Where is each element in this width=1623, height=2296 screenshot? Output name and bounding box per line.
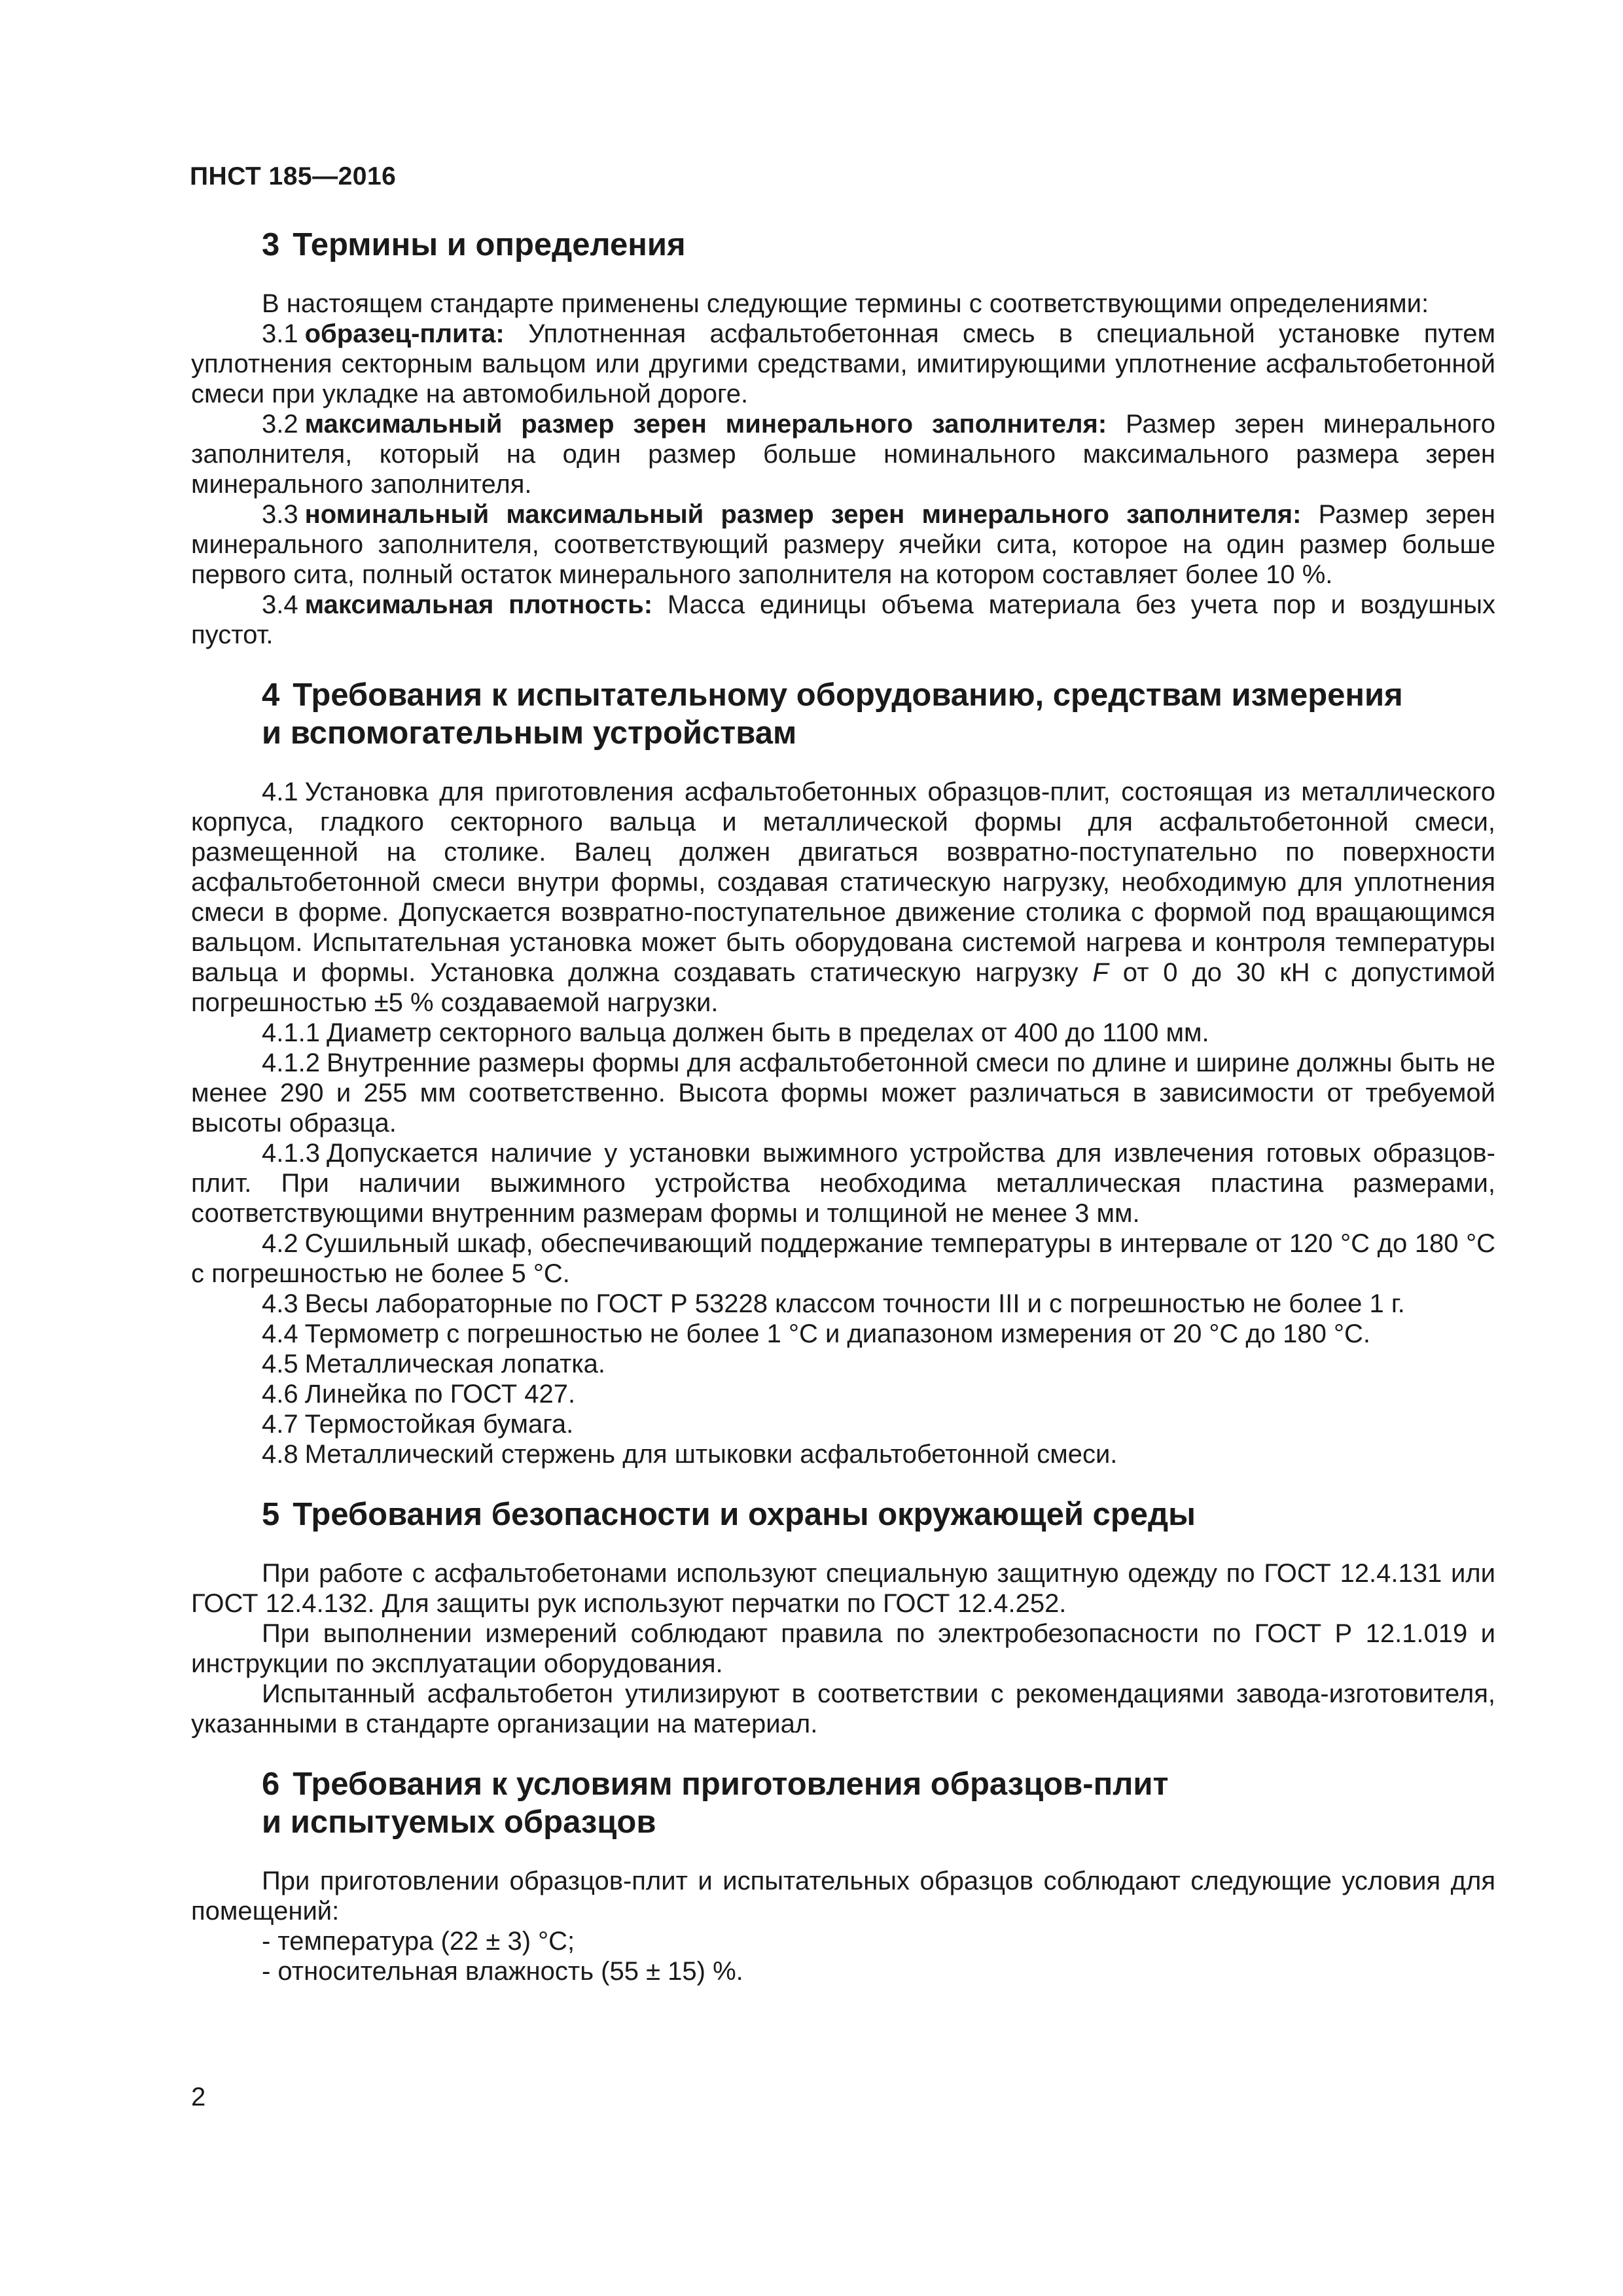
- clause-number: 4.8: [262, 1440, 298, 1469]
- clause-number: 4.5: [262, 1350, 298, 1378]
- paragraph-5-3: [191, 1679, 1495, 1739]
- paragraph-text: В настоящем стандарте применены следующие термины с соответствующими определениями:: [262, 289, 1429, 318]
- definition: Уплотненная асфальтобетонная смесь в специальной установке путем уплотнения секторным вальцом или другими средствами, имитирующими уплотнение асфальтобетонной смеси при укладке на автомобильной дороге.: [191, 319, 1495, 408]
- clause-number: 4.2: [262, 1229, 298, 1258]
- spacer: [191, 650, 1495, 676]
- paragraph-text: Испытанный асфальтобетон утилизируют в соответствии с рекомендациями завода-изготовителя, указанными в стандарте организации на материал.: [191, 1679, 1495, 1738]
- paragraph-4-3: [191, 1289, 1495, 1319]
- paragraph-6-1: [191, 1866, 1495, 1926]
- term: образец-плита:: [304, 319, 505, 348]
- page-number: 2: [191, 2083, 206, 2111]
- paragraph-text: Диаметр секторного вальца должен быть в пределах от 400 до 1100 мм.: [326, 1018, 1209, 1047]
- clause-number: 3.2: [262, 410, 298, 439]
- paragraph-4-7: [191, 1409, 1495, 1439]
- clause-number: 4.4: [262, 1319, 298, 1348]
- section-number: 3: [262, 227, 280, 262]
- paragraph-4-2: [191, 1229, 1495, 1289]
- paragraph-3-2: [191, 409, 1495, 499]
- paragraph-text: Термостойкая бумага.: [304, 1410, 574, 1439]
- spacer: [191, 752, 1495, 777]
- clause-number: 3.4: [262, 590, 298, 619]
- paragraph-3-3: [191, 499, 1495, 590]
- load-symbol: F: [1092, 958, 1109, 987]
- paragraph-4-1: [191, 777, 1495, 1018]
- paragraph-3-1: [191, 319, 1495, 409]
- paragraph-text: При приготовлении образцов-плит и испытательных образцов соблюдают следующие условия для помещений:: [191, 1867, 1495, 1926]
- section-title-text: Требования безопасности и охраны окружающей среды: [293, 1497, 1196, 1532]
- paragraph-text: Допускается наличие у установки выжимного устройства для извлечения готовых образцов-плит. При наличии выжимного устройства необходима металлическая пластина размерами, соответствующими внутренним размерам формы и толщиной не менее 3 мм.: [191, 1139, 1495, 1228]
- section-title-text: Термины и определения: [293, 227, 686, 262]
- spacer: [191, 1534, 1495, 1558]
- paragraph-4-6: [191, 1379, 1495, 1409]
- section-6-title: [191, 1765, 1495, 1841]
- section-3-title: [191, 226, 1495, 264]
- clause-number: 3.1: [262, 319, 298, 348]
- document-code: ПНСТ 185—2016: [190, 162, 397, 190]
- paragraph-3-4: [191, 590, 1495, 650]
- section-title-text-line2: и испытуемых образцов: [262, 1804, 656, 1840]
- paragraph-4-5: [191, 1349, 1495, 1379]
- section-4-title: [191, 676, 1495, 752]
- clause-number: 4.3: [262, 1289, 298, 1318]
- paragraph-text: Сушильный шкаф, обеспечивающий поддержание температуры в интервале от 120 °С до 180 °С с погрешностью не более 5 °С.: [191, 1229, 1495, 1288]
- paragraph-4-1-3: [191, 1138, 1495, 1229]
- definition: Размер зерен минерального заполнителя, соответствующий размеру ячейки сита, которое на один размер больше первого сита, полный остаток минерального заполнителя на котором составляет более 10 %.: [191, 500, 1495, 589]
- section-5-title: [191, 1496, 1495, 1534]
- section-title-text: Требования к условиям приготовления образцов-плит: [293, 1767, 1169, 1802]
- clause-number: 4.7: [262, 1410, 298, 1439]
- definition: Размер зерен минерального заполнителя, который на один размер больше номинального максимального размера зерен минерального заполнителя.: [191, 410, 1495, 499]
- section-title-text-line2: и вспомогательным устройствам: [262, 715, 797, 751]
- spacer: [191, 1739, 1495, 1765]
- paragraph-text: Металлическая лопатка.: [304, 1350, 606, 1378]
- paragraph-text: - относительная влажность (55 ± 15) %.: [262, 1957, 743, 1986]
- definition: Масса единицы объема материала без учета пор и воздушных пустот.: [191, 590, 1496, 649]
- list-item-humidity: [191, 1956, 1495, 1986]
- paragraph-4-4: [191, 1319, 1495, 1349]
- paragraph-text-after: от 0 до 30 кН с допустимой погрешностью ±5 % создаваемой нагрузки.: [191, 958, 1495, 1017]
- paragraph-text: Линейка по ГОСТ 427.: [304, 1380, 576, 1408]
- spacer: [191, 264, 1495, 289]
- clause-number: 4.1.1: [262, 1018, 320, 1047]
- clause-number: 4.1.3: [262, 1139, 320, 1168]
- paragraph-text: Внутренние размеры формы для асфальтобетонной смеси по длине и ширине должны быть не менее 290 и 255 мм соответственно. Высота формы может различаться в зависимости от требуемой высоты образца.: [191, 1049, 1495, 1138]
- paragraph-text: Термометр с погрешностью не более 1 °С и диапазоном измерения от 20 °С до 180 °С.: [304, 1319, 1370, 1348]
- paragraph-text: Установка для приготовления асфальтобетонных образцов-плит, состоящая из металлического корпуса, гладкого секторного вальца и металлической формы для асфальтобетонной смеси, размещенной на столике. Валец должен двигаться возвратно-поступательно по поверхности асфальтобетонной смеси внутри формы, создавая статическую нагрузку, необходимую для уплотнения смеси в форме. Допускается возвратно-поступательное движение столика с формой под вращающимся вальцом. Испытательная установка может быть оборудована системой нагрева и контроля температуры вальца и формы. Установка должна создавать статическую нагрузку: [191, 778, 1495, 987]
- paragraph-text: При работе с асфальтобетонами используют специальную защитную одежду по ГОСТ 12.4.131 или ГОСТ 12.4.132. Для защиты рук используют перчатки по ГОСТ 12.4.252.: [191, 1559, 1495, 1618]
- section-number: 6: [262, 1767, 280, 1802]
- term: максимальный размер зерен минерального заполнителя:: [304, 410, 1107, 439]
- paragraph-4-8: [191, 1439, 1495, 1469]
- paragraph-3-intro: [191, 289, 1495, 319]
- document-body: [191, 226, 1495, 1986]
- section-title-text: Требования к испытательному оборудованию, средствам измерения: [293, 677, 1403, 713]
- clause-number: 4.6: [262, 1380, 298, 1408]
- spacer: [191, 1469, 1495, 1496]
- paragraph-text: - температура (22 ± 3) °С;: [262, 1927, 575, 1956]
- spacer: [191, 1841, 1495, 1866]
- clause-number: 3.3: [262, 500, 298, 529]
- section-number: 5: [262, 1497, 280, 1532]
- clause-number: 4.1: [262, 778, 298, 806]
- paragraph-5-2: [191, 1619, 1495, 1679]
- paragraph-text: Металлический стержень для штыковки асфальтобетонной смеси.: [304, 1440, 1118, 1469]
- paragraph-4-1-1: [191, 1018, 1495, 1048]
- term: максимальная плотность:: [304, 590, 653, 619]
- paragraph-5-1: [191, 1558, 1495, 1619]
- clause-number: 4.1.2: [262, 1049, 320, 1077]
- paragraph-text: Весы лабораторные по ГОСТ Р 53228 классом точности III и с погрешностью не более 1 г.: [304, 1289, 1405, 1318]
- term: номинальный максимальный размер зерен минерального заполнителя:: [304, 500, 1302, 529]
- list-item-temperature: [191, 1926, 1495, 1956]
- paragraph-4-1-2: [191, 1048, 1495, 1138]
- section-number: 4: [262, 677, 280, 713]
- paragraph-text: При выполнении измерений соблюдают правила по электробезопасности по ГОСТ Р 12.1.019 и инструкции по эксплуатации оборудования.: [191, 1619, 1495, 1678]
